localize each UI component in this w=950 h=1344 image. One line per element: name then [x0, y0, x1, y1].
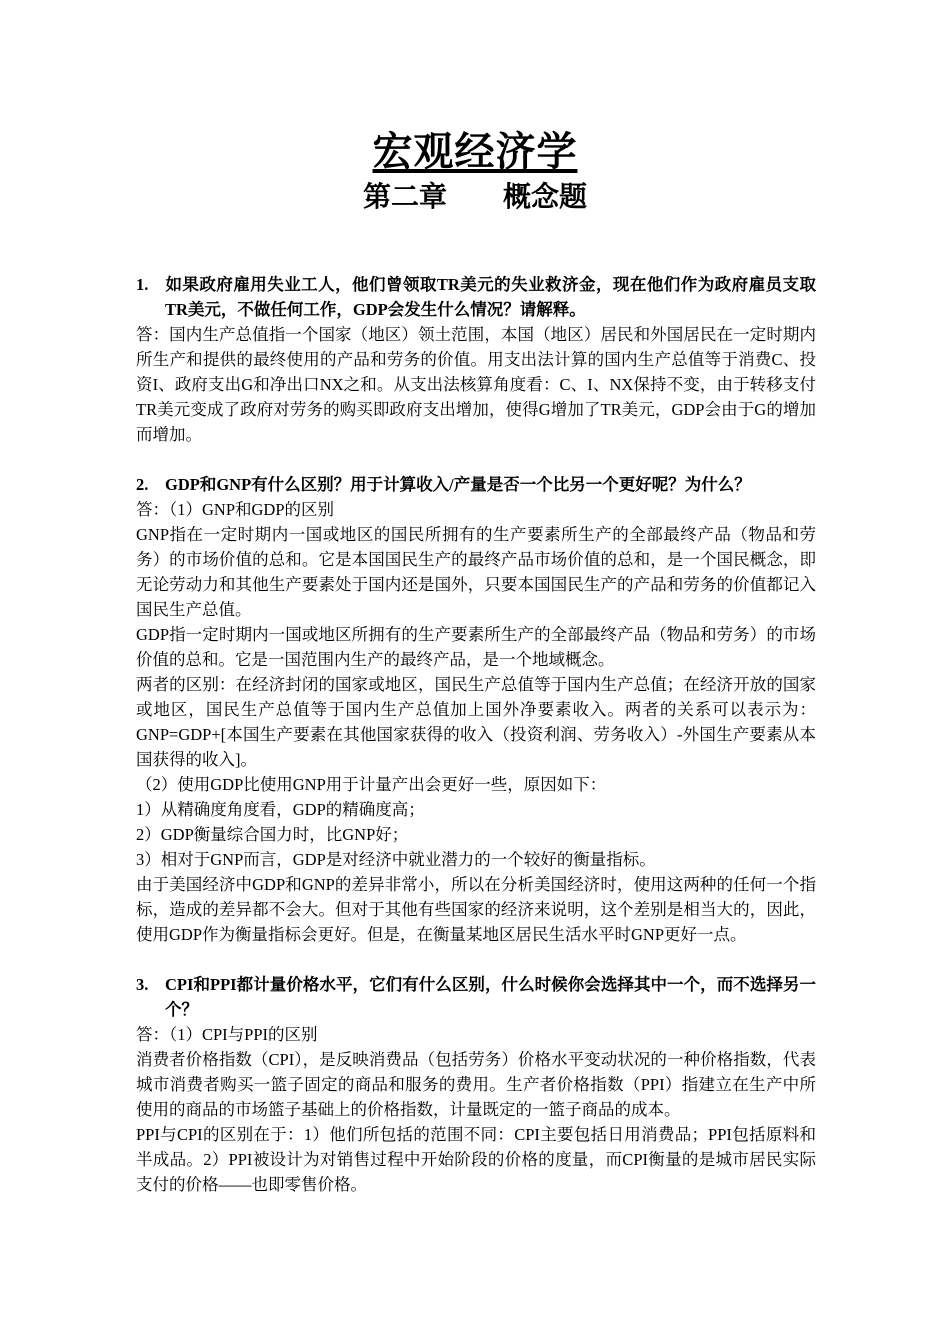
question-heading	[136, 972, 816, 1022]
answer-paragraph: 两者的区别：在经济封闭的国家或地区，国民生产总值等于国内生产总值；在经济开放的国家或地区，国民生产总值等于国内生产总值加上国外净要素收入。两者的关系可以表示为：GNP=GDP+[本国生产要素在其他国家获得的收入（投资利润、劳务收入）-外国生产要素从本国获得的收入]。	[136, 675, 816, 769]
answer-paragraph: GNP指在一定时期内一国或地区的国民所拥有的生产要素所生产的全部最终产品（物品和劳务）的市场价值的总和。它是本国国民生产的最终产品市场价值的总和，是一个国民概念，即无论劳动力和其他生产要素处于国内还是国外，只要本国国民生产的产品和劳务的价值都记入国民生产总值。	[136, 525, 816, 619]
answer-paragraph: PPI与CPI的区别在于：1）他们所包括的范围不同：CPI主要包括日用消费品；PPI包括原料和半成品。2）PPI被设计为对销售过程中开始阶段的价格的度量，而CPI衡量的是城市居民实际支付的价格——也即零售价格。	[136, 1125, 816, 1194]
question-block	[136, 972, 816, 1197]
question-text: CPI和PPI都计量价格水平，它们有什么区别，什么时候你会选择其中一个，而不选择另一个？	[165, 975, 816, 1019]
answer-paragraph: （2）使用GDP比使用GNP用于计量产出会更好一些，原因如下：	[136, 775, 607, 794]
question-number: 2.	[136, 475, 149, 494]
answer-paragraph: GDP指一定时期内一国或地区所拥有的生产要素所生产的全部最终产品（物品和劳务）的市场价值的总和。它是一国范围内生产的最终产品，是一个地域概念。	[136, 625, 816, 669]
answer-paragraph: 1）从精确度角度看，GDP的精确度高；	[136, 800, 425, 819]
answer-paragraph: 2）GDP衡量综合国力时，比GNP好；	[136, 825, 409, 844]
answer-paragraph: 由于美国经济中GDP和GNP的差异非常小，所以在分析美国经济时，使用这两种的任何一个指标，造成的差异都不会大。但对于其他有些国家的经济来说明，这个差别是相当大的，因此，使用GDP作为衡量指标会更好。但是，在衡量某地区居民生活水平时GNP更好一点。	[136, 875, 816, 944]
document-title: 宏观经济学	[372, 129, 578, 174]
answer-paragraph-first: 答：（1）CPI与PPI的区别	[136, 1025, 318, 1044]
question-block	[136, 272, 816, 447]
answer-paragraph-first: 答：（1）GNP和GDP的区别	[136, 500, 335, 519]
question-heading	[136, 472, 816, 497]
answer-paragraph: 3）相对于GNP而言，GDP是对经济中就业潜力的一个较好的衡量指标。	[136, 850, 656, 869]
document-body	[136, 272, 816, 1222]
question-heading	[136, 272, 816, 322]
question-number: 1.	[136, 275, 149, 294]
question-block	[136, 472, 816, 947]
question-text: 如果政府雇用失业工人，他们曾领取TR美元的失业救济金，现在他们作为政府雇员支取TR美元，不做任何工作，GDP会发生什么情况？请解释。	[165, 275, 816, 319]
question-text: GDP和GNP有什么区别？用于计算收入/产量是否一个比另一个更好呢？为什么？	[165, 475, 751, 494]
chapter-subtitle: 第二章 概念题	[362, 182, 587, 213]
answer-paragraph-first: 答：国内生产总值指一个国家（地区）领土范围，本国（地区）居民和外国居民在一定时期内所生产和提供的最终使用的产品和劳务的价值。用支出法计算的国内生产总值等于消费C、投资I、政府支出G和净出口NX之和。从支出法核算角度看：C、I、NX保持不变，由于转移支付TR美元变成了政府对劳务的购买即政府支出增加，使得G增加了TR美元，GDP会由于G的增加而增加。	[136, 325, 816, 444]
question-number: 3.	[136, 975, 149, 994]
answer-paragraph: 消费者价格指数（CPI），是反映消费品（包括劳务）价格水平变动状况的一种价格指数，代表城市消费者购买一篮子固定的商品和服务的费用。生产者价格指数（PPI）指建立在生产中所使用的商品的市场篮子基础上的价格指数，计量既定的一篮子商品的成本。	[136, 1050, 816, 1119]
